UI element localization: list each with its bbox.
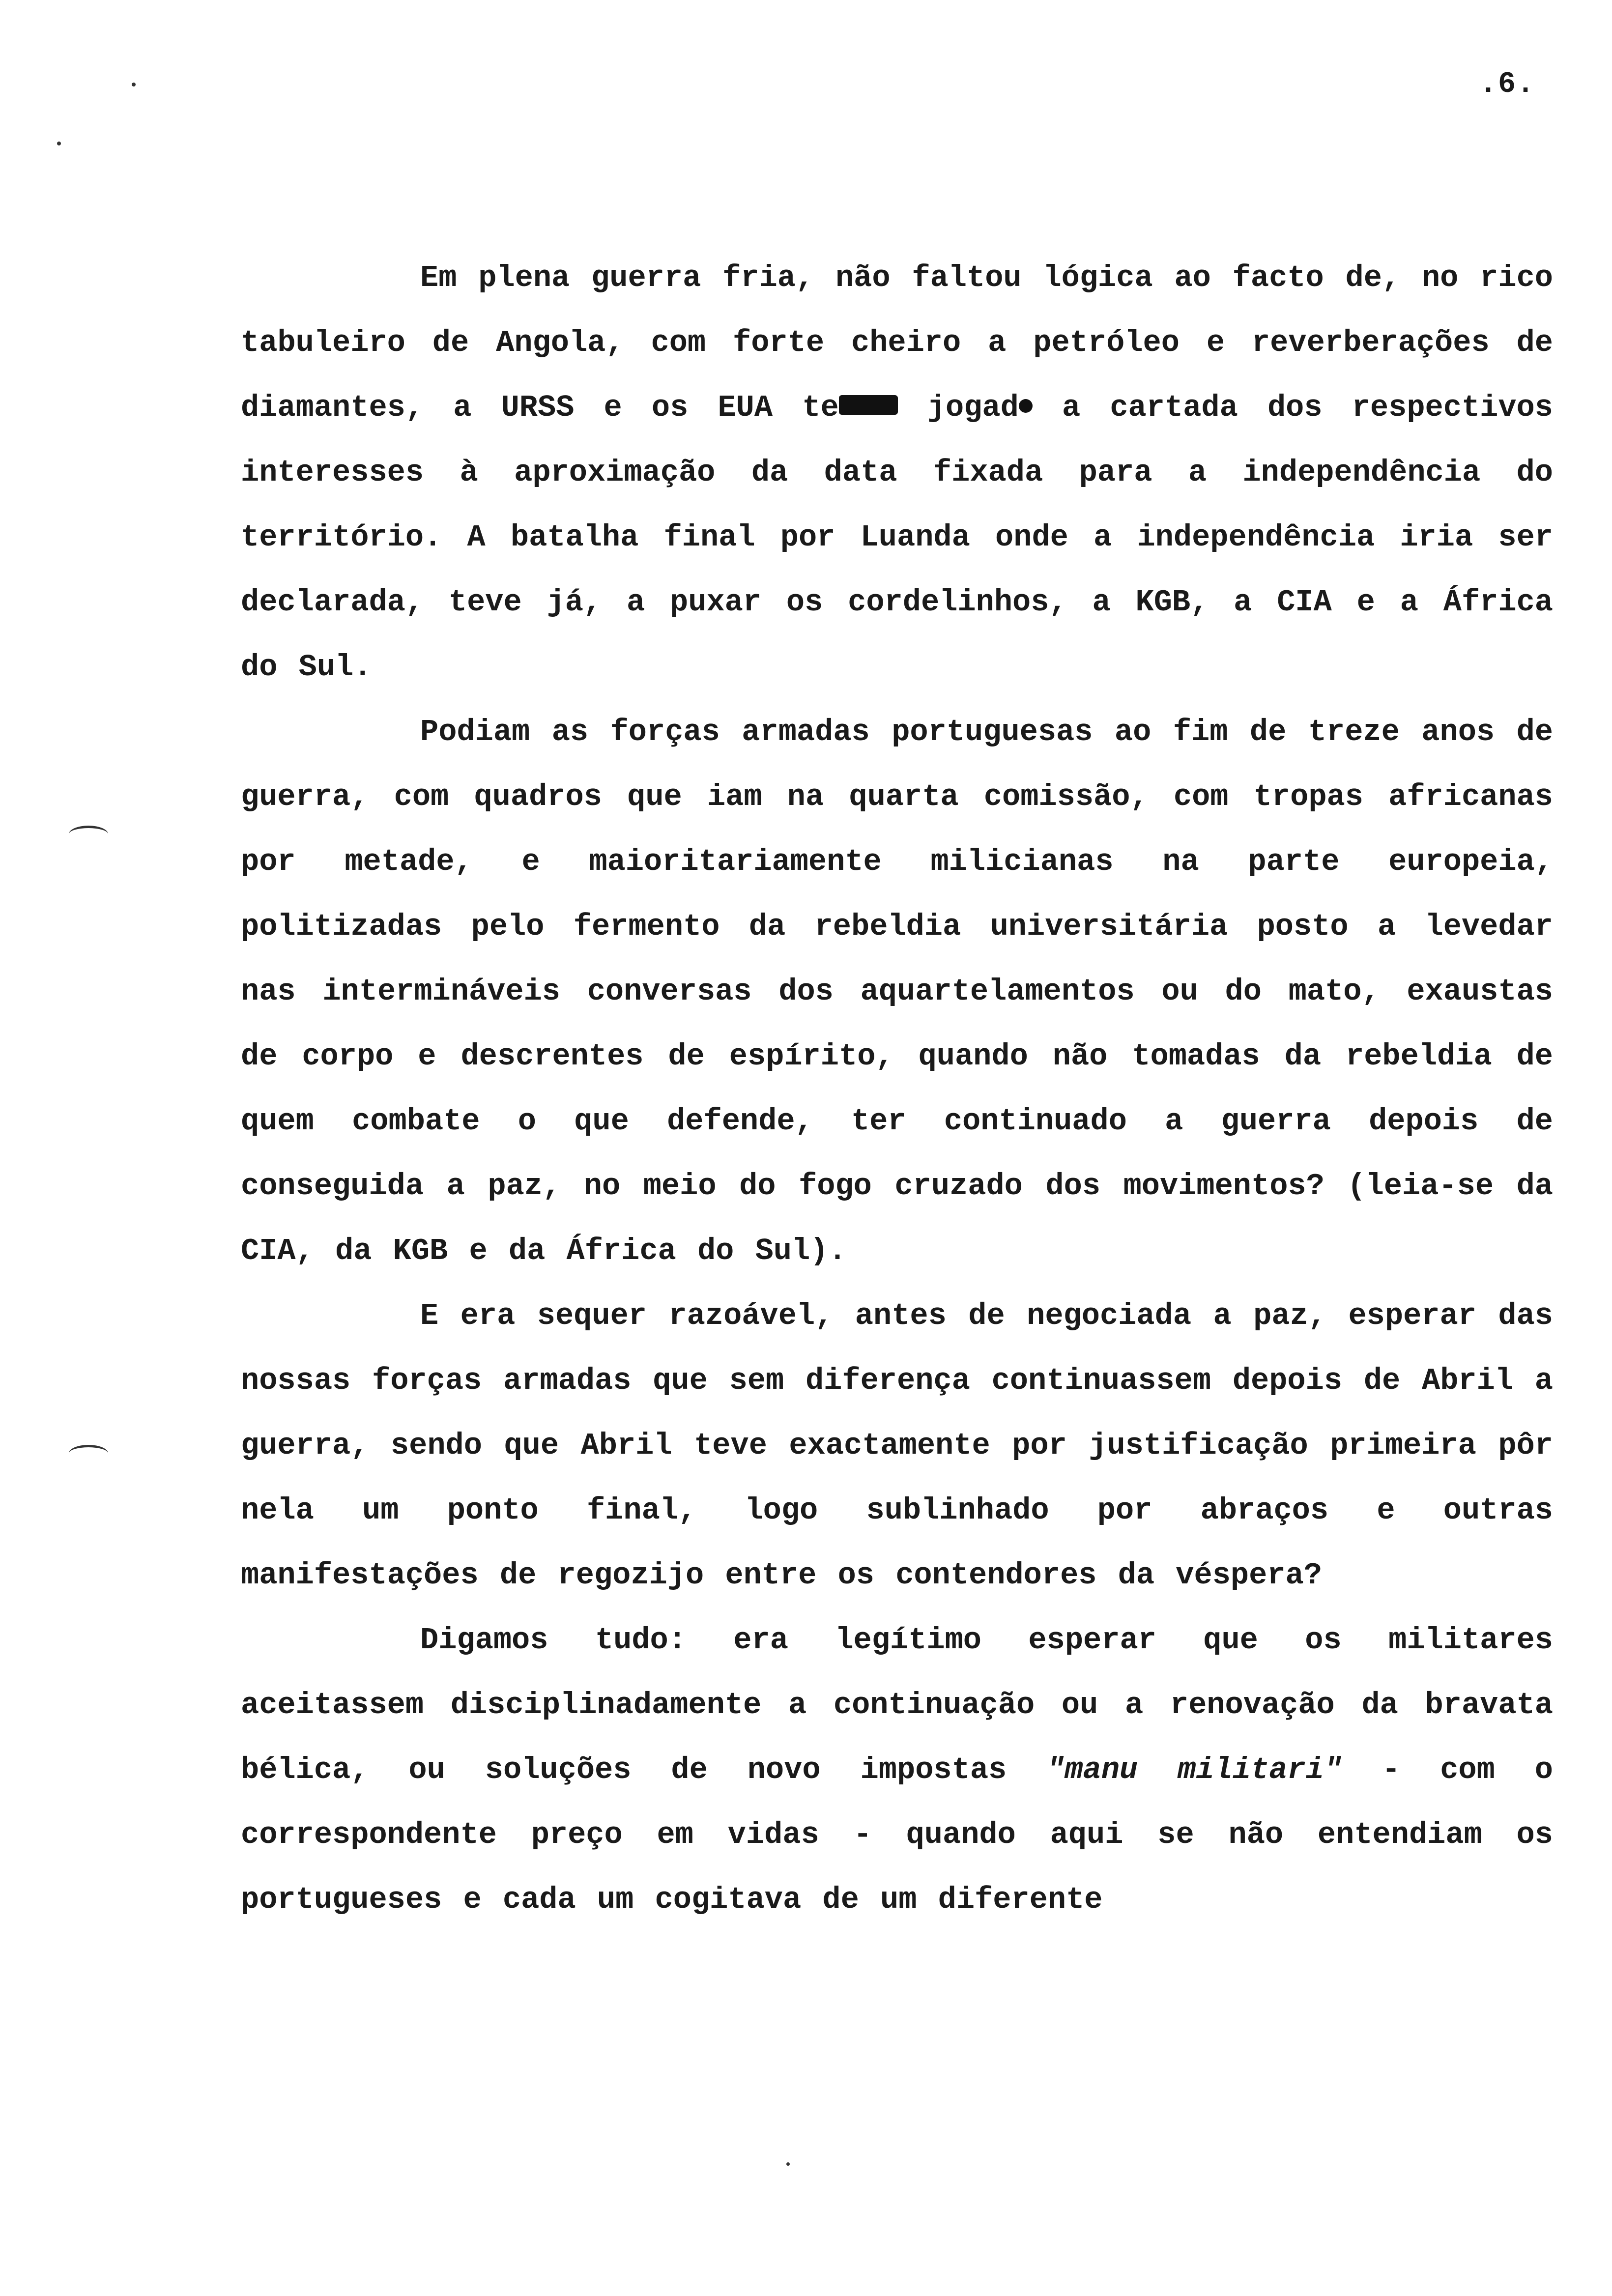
redaction-mark bbox=[839, 395, 898, 415]
paragraph-2: Podiam as forças armadas portuguesas ao fim de treze anos de guerra, com quadros que iam na quarta comissão, com tropas africanas por metade, e maioritariamente milicianas na parte europeia, politizadas pelo fermento da rebeldia universitária posto a levedar nas intermináveis conversas dos aquartelamentos ou do mato, exaustas de corpo e descrentes de espírito, quando não tomadas da rebeldia de quem combate o que defende, ter continuado a guerra depois de conseguida a paz, no meio do fogo cruzado dos movimentos? (leia-se da CIA, da KGB e da África do Sul). bbox=[241, 715, 1553, 1268]
paragraph-4-after: - com o correspondente preço em vidas - quando aqui se não entendiam os portugueses e cada um cogitava de um diferente bbox=[241, 1752, 1553, 1917]
paragraph-4-italic: "manu militari" bbox=[1046, 1752, 1343, 1787]
scan-speck bbox=[57, 142, 61, 145]
paragraph-1-end: a cartada dos respectivos interesses à aproximação da data fixada para a independência do território. A batalha final por Luanda onde a independência iria ser declarada, teve já, a puxar os cordelinhos, a KGB, a CIA e a África do Sul. bbox=[241, 390, 1553, 685]
body-text bbox=[241, 246, 1553, 1932]
paragraph-1-before: Em plena guerra fria, não faltou lógica ao facto de, no rico tabuleiro de Angola, com forte cheiro a petróleo e reverberações de diamantes, a URSS e os EUA te bbox=[241, 260, 1553, 425]
ink-blot bbox=[1019, 399, 1033, 413]
page-number: .6. bbox=[1479, 68, 1536, 101]
margin-mark bbox=[69, 1445, 108, 1462]
margin-mark bbox=[69, 826, 108, 843]
scan-speck bbox=[132, 83, 136, 86]
paragraph-1 bbox=[241, 246, 1553, 700]
paragraph-4-before: Digamos tudo: era legítimo esperar que os militares aceitassem disciplinadamente a continuação ou a renovação da bravata bélica, ou soluções de novo impostas bbox=[241, 1623, 1553, 1787]
paragraph-1-after: jogad bbox=[897, 390, 1019, 425]
scan-speck bbox=[786, 2162, 790, 2166]
paragraph-3: E era sequer razoável, antes de negociada a paz, esperar das nossas forças armadas que sem diferença continuassem depois de Abril a guerra, sendo que Abril teve exactamente por justificação primeira pôr nela um ponto final, logo sublinhado por abraços e outras manifestações de regozijo entre os contendores da véspera? bbox=[241, 1298, 1553, 1593]
paragraph-4 bbox=[241, 1608, 1553, 1932]
